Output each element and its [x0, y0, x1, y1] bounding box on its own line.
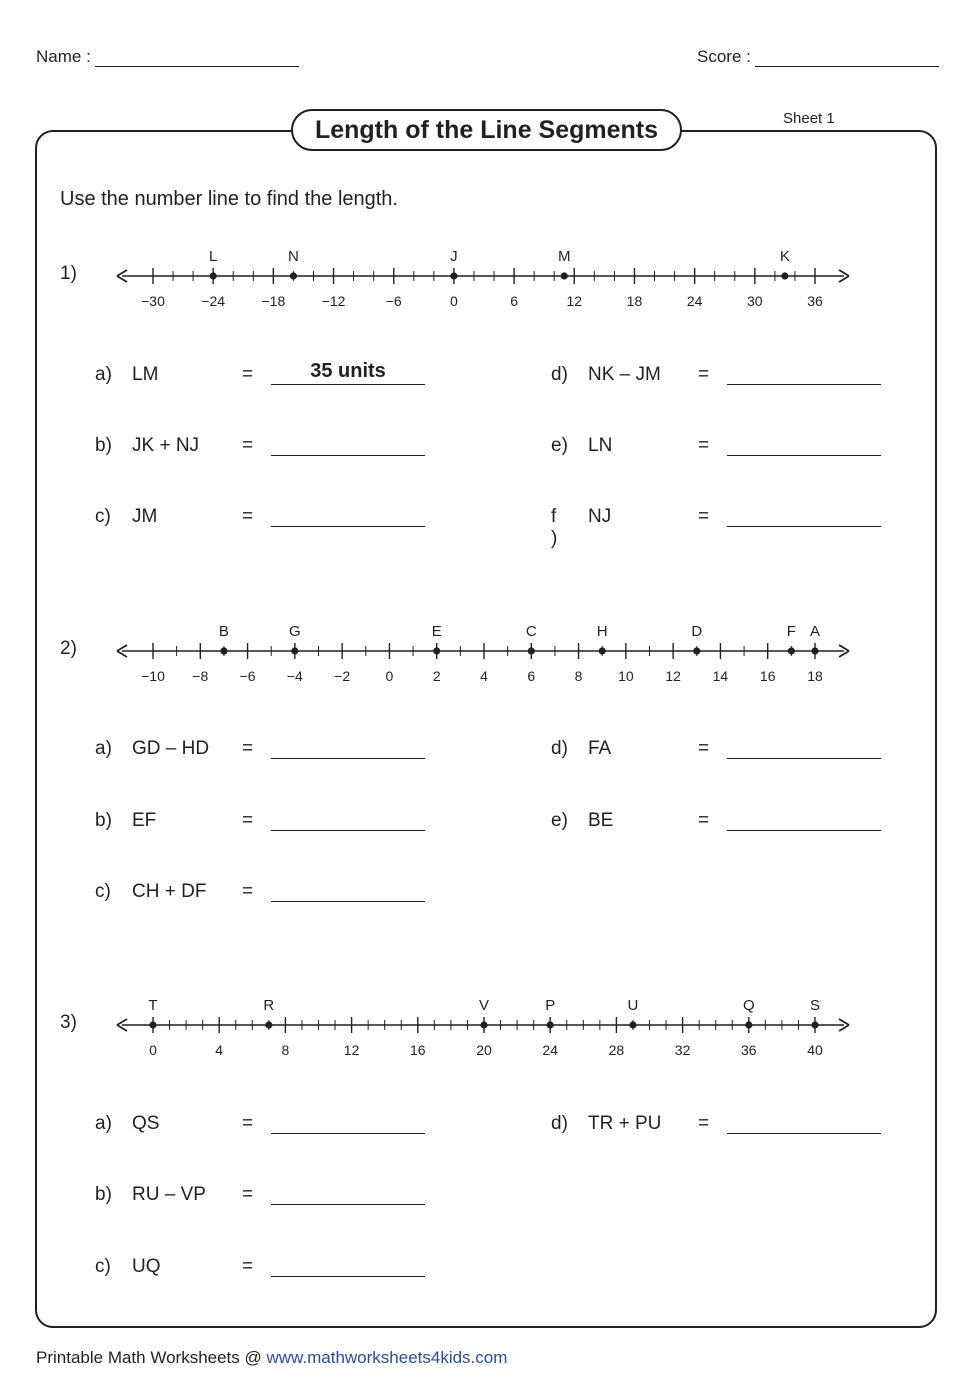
point-Q — [745, 1021, 752, 1028]
answer-blank[interactable] — [271, 877, 425, 902]
equals-sign: = — [698, 1113, 710, 1134]
item-expression: RU – VP — [132, 1184, 206, 1205]
point-label-U: U — [627, 997, 639, 1014]
question-3-number-line — [110, 989, 855, 1059]
equals-sign: = — [242, 738, 254, 759]
equals-sign: = — [242, 506, 254, 527]
tick-label: 12 — [665, 668, 681, 684]
tick-label: 4 — [480, 668, 488, 684]
footer-link[interactable]: www.mathworksheets4kids.com — [266, 1348, 508, 1367]
tick-label: 24 — [542, 1042, 558, 1058]
name-field — [36, 46, 299, 67]
item-expression: JK + NJ — [132, 435, 200, 456]
tick-label: 40 — [807, 1042, 823, 1058]
point-label-D: D — [691, 623, 703, 640]
answer-blank[interactable] — [727, 360, 881, 385]
footer — [36, 1348, 507, 1368]
tick-label: 12 — [566, 293, 583, 309]
tick-label: −6 — [385, 293, 402, 309]
equals-sign: = — [698, 738, 710, 759]
name-blank[interactable] — [95, 46, 299, 67]
tick-label: 0 — [450, 293, 458, 309]
answer-blank[interactable] — [727, 734, 881, 759]
tick-label: 0 — [149, 1042, 157, 1058]
score-label: Score : — [697, 47, 751, 66]
sheet-label: Sheet 1 — [783, 110, 835, 127]
point-H — [599, 647, 606, 654]
item-label: a) — [95, 1113, 112, 1134]
equals-sign: = — [242, 364, 254, 385]
item-expression: UQ — [132, 1256, 161, 1277]
item-label: d) — [551, 738, 568, 759]
answer-blank[interactable] — [727, 806, 881, 831]
item-expression: LM — [132, 364, 159, 385]
answer-blank[interactable] — [271, 734, 425, 759]
worksheet-title: Length of the Line Segments — [291, 109, 682, 151]
tick-label: 12 — [343, 1042, 360, 1058]
point-M — [561, 272, 568, 279]
answer-blank[interactable] — [271, 1252, 425, 1277]
equals-sign: = — [242, 1113, 254, 1134]
point-G — [291, 647, 298, 654]
tick-label: 10 — [618, 668, 634, 684]
point-label-S: S — [809, 997, 821, 1014]
item-label: d) — [551, 1113, 568, 1134]
point-label-G: G — [289, 623, 301, 640]
point-U — [629, 1021, 636, 1028]
tick-label: 36 — [741, 1042, 757, 1058]
item-label: b) — [95, 435, 112, 456]
point-F — [788, 647, 795, 654]
answer-blank[interactable] — [271, 502, 425, 527]
point-S — [811, 1021, 818, 1028]
equals-sign: = — [242, 881, 254, 902]
point-label-L: L — [209, 248, 218, 265]
question-2-number-line — [110, 615, 855, 685]
point-label-M: M — [557, 248, 571, 265]
question-3-number: 3) — [60, 1012, 77, 1033]
tick-label: 16 — [410, 1042, 426, 1058]
point-T — [149, 1021, 156, 1028]
item-expression: JM — [132, 506, 158, 527]
tick-label: −8 — [192, 668, 209, 684]
score-blank[interactable] — [755, 46, 939, 67]
point-label-K: K — [779, 248, 790, 265]
tick-label: 18 — [807, 668, 823, 684]
equals-sign: = — [242, 1256, 254, 1277]
point-label-T: T — [148, 997, 158, 1014]
item-expression: FA — [588, 738, 612, 759]
point-label-R: R — [263, 997, 275, 1014]
point-R — [265, 1021, 272, 1028]
point-V — [480, 1021, 487, 1028]
tick-label: −18 — [261, 293, 286, 309]
item-label: e) — [551, 435, 568, 456]
item-label: b) — [95, 1184, 112, 1205]
answer-blank[interactable] — [271, 806, 425, 831]
point-J — [450, 272, 457, 279]
tick-label: −10 — [141, 668, 165, 684]
tick-label: −24 — [201, 293, 226, 309]
item-expression: NK – JM — [588, 364, 661, 385]
item-expression: NJ — [588, 506, 612, 527]
question-1-number-line — [110, 240, 855, 310]
item-expression: BE — [588, 810, 614, 831]
tick-label: 8 — [574, 668, 583, 684]
point-P — [547, 1021, 554, 1028]
equals-sign: = — [698, 435, 710, 456]
point-label-P: P — [545, 997, 556, 1014]
answer-blank[interactable] — [727, 502, 881, 527]
item-label: c) — [95, 506, 111, 527]
tick-label: 0 — [385, 668, 394, 684]
equals-sign: = — [698, 810, 710, 831]
tick-label: 14 — [712, 668, 729, 684]
point-B — [220, 647, 227, 654]
equals-sign: = — [698, 506, 710, 527]
tick-label: 20 — [476, 1042, 492, 1058]
item-expression: QS — [132, 1113, 160, 1134]
answer-blank[interactable] — [271, 431, 425, 456]
point-label-F: F — [786, 623, 796, 640]
tick-label: 30 — [747, 293, 763, 309]
item-expression: LN — [588, 435, 613, 456]
answer-blank[interactable] — [271, 1180, 425, 1205]
point-label-A: A — [809, 623, 821, 640]
item-label: e) — [551, 810, 568, 831]
tick-label: −4 — [286, 668, 303, 684]
point-A — [811, 647, 818, 654]
tick-label: 16 — [759, 668, 776, 684]
tick-label: 6 — [510, 293, 518, 309]
item-label: c) — [95, 1256, 111, 1277]
point-label-V: V — [478, 997, 490, 1014]
tick-label: 36 — [807, 293, 823, 309]
tick-label: −2 — [334, 668, 351, 684]
tick-label: 8 — [281, 1042, 290, 1058]
point-label-B: B — [218, 623, 229, 640]
name-label: Name : — [36, 47, 91, 66]
answer-blank[interactable] — [271, 1109, 425, 1134]
item-expression: GD – HD — [132, 738, 210, 759]
tick-label: 32 — [674, 1042, 691, 1058]
point-label-C: C — [525, 623, 537, 640]
answer-blank[interactable] — [727, 431, 881, 456]
tick-label: 2 — [432, 668, 441, 684]
tick-label: 24 — [686, 293, 703, 309]
item-expression: EF — [132, 810, 157, 831]
item-label: d) — [551, 364, 568, 385]
question-1-number: 1) — [60, 263, 77, 284]
point-label-N: N — [288, 248, 299, 265]
tick-label: 18 — [626, 293, 643, 309]
tick-label: 4 — [215, 1042, 224, 1058]
equals-sign: = — [698, 364, 710, 385]
equals-sign: = — [242, 435, 254, 456]
item-label: b) — [95, 810, 112, 831]
footer-text: Printable Math Worksheets @ — [36, 1348, 267, 1367]
equals-sign: = — [242, 1184, 254, 1205]
tick-label: −30 — [141, 293, 165, 309]
equals-sign: = — [242, 810, 254, 831]
item-label: a) — [95, 738, 112, 759]
item-label: f ) — [551, 506, 558, 549]
point-N — [290, 272, 297, 279]
answer-blank[interactable] — [727, 1109, 881, 1134]
point-C — [528, 647, 535, 654]
point-label-H: H — [596, 623, 608, 640]
score-field — [697, 46, 939, 67]
point-label-Q: Q — [742, 997, 755, 1014]
item-expression: CH + DF — [132, 881, 207, 902]
point-D — [693, 647, 700, 654]
point-label-E: E — [431, 623, 442, 640]
point-E — [433, 647, 440, 654]
question-2-number: 2) — [60, 638, 77, 659]
tick-label: −12 — [321, 293, 346, 309]
point-L — [210, 272, 217, 279]
item-label: a) — [95, 364, 112, 385]
item-expression: TR + PU — [588, 1113, 662, 1134]
tick-label: −6 — [239, 668, 256, 684]
item-label: c) — [95, 881, 111, 902]
tick-label: 6 — [527, 668, 536, 684]
instructions: Use the number line to find the length. — [60, 188, 398, 210]
point-label-J: J — [450, 248, 458, 265]
point-K — [781, 272, 788, 279]
tick-label: 28 — [608, 1042, 625, 1058]
answer-blank[interactable]: 35 units — [271, 360, 425, 385]
